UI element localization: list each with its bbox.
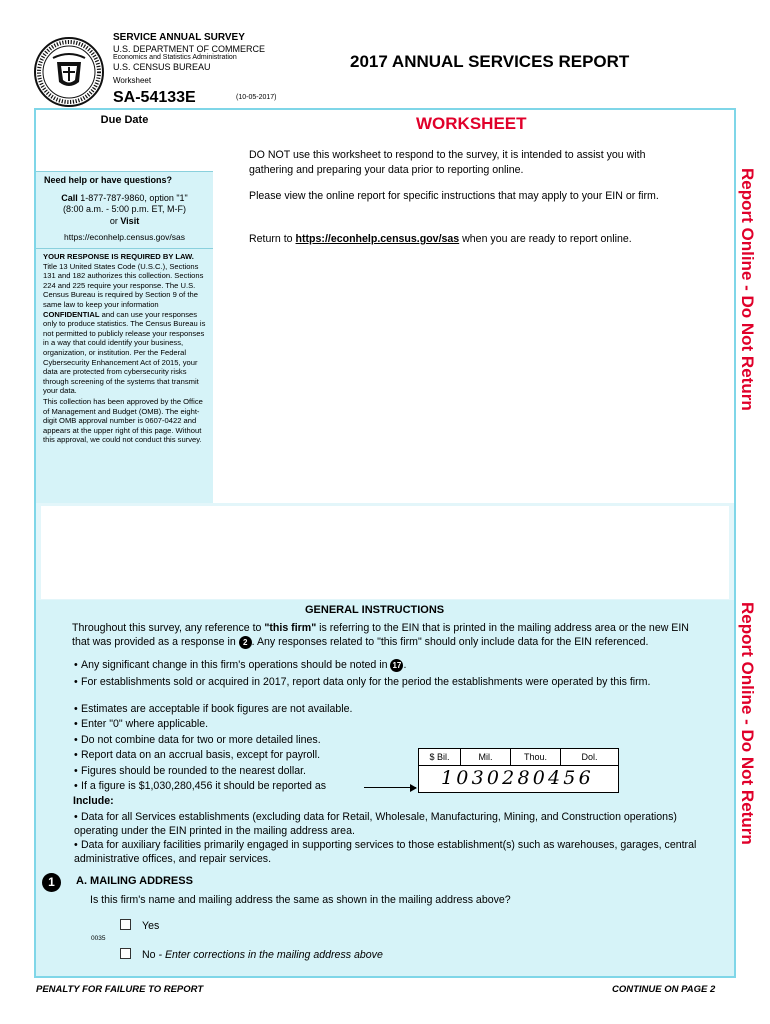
department-name: U.S. DEPARTMENT OF COMMERCE <box>113 44 266 54</box>
instruction-bullet: • Enter "0" where applicable. <box>74 718 209 730</box>
bullet-5-text: Do not combine data for two or more detailed lines. <box>81 734 321 746</box>
call-label: Call <box>61 193 78 203</box>
no-label: No <box>142 949 156 961</box>
no-instruction: - Enter corrections in the mailing address above <box>158 949 383 961</box>
law-heading: YOUR RESPONSE IS REQUIRED BY LAW. <box>43 252 194 261</box>
worksheet-instructions: Please view the online report for specific instructions that may apply to your EIN or firm. <box>249 190 659 202</box>
penalty-footer: PENALTY FOR FAILURE TO REPORT <box>36 984 204 995</box>
bullet-6-text: Report data on an accrual basis, except for payroll. <box>81 749 321 761</box>
bullet-7-text: Figures should be rounded to the nearest dollar. <box>81 765 306 777</box>
or-label: or <box>109 216 118 226</box>
call-detail: 1-877-787-9860, option "1" <box>80 193 188 203</box>
side-banner-bottom: Report Online - Do Not Return <box>738 602 757 845</box>
instruction-bullet: • Estimates are acceptable if book figures are not available. <box>74 703 353 715</box>
worksheet-notice: DO NOT use this worksheet to respond to the survey, it is intended to assist you with gathering and preparing your data prior to reporting online. <box>249 149 646 176</box>
worksheet-title: WORKSHEET <box>416 114 527 133</box>
no-checkbox[interactable] <box>120 948 131 959</box>
instruction-bullet: • Figures should be rounded to the nearest dollar. <box>74 765 306 777</box>
help-box <box>36 172 213 249</box>
intro-c: . Any responses related to "this firm" should only include data for the EIN referenced. <box>251 636 649 648</box>
visit-label: Visit <box>120 216 140 226</box>
general-instructions-title: GENERAL INSTRUCTIONS <box>305 604 445 616</box>
continue-footer: CONTINUE ON PAGE 2 <box>612 984 716 995</box>
bureau-name: U.S. CENSUS BUREAU <box>113 62 211 72</box>
administration-name: Economics and Statistics Administration <box>113 54 237 61</box>
return-prefix: Return to <box>249 233 293 245</box>
section-number-badge: 1 <box>42 873 61 892</box>
col-dollars: Dol. <box>561 749 618 766</box>
instruction-bullet: • Report data on an accrual basis, except for payroll. <box>74 749 321 761</box>
col-thousands: Thou. <box>511 749 561 766</box>
report-title: 2017 ANNUAL SERVICES REPORT <box>350 52 630 71</box>
general-intro <box>72 621 692 649</box>
intro-this-firm: "this firm" <box>264 622 317 634</box>
bullet-2-text: For establishments sold or acquired in 2017, report data only for the period the establishments were operated by this firm. <box>81 676 651 688</box>
arrow-right-icon <box>410 784 417 792</box>
law-confidential: CONFIDENTIAL <box>43 309 100 319</box>
bullet-3-text: Estimates are acceptable if book figures are not available. <box>81 703 353 715</box>
document-type: Worksheet <box>113 76 152 85</box>
example-arrow <box>364 787 416 788</box>
item-2-ref-icon: 2 <box>239 636 252 649</box>
include-1-text: Data for all Services establishments (excluding data for Retail, Wholesale, Manufacturing, Mining, and Construction operations) operating under the EIN printed in the mailing address area. <box>74 811 677 837</box>
law-text-2: and can use your responses only to produce statistics. The Census Bureau is not permitted to publicly release your responses in a way that could identify your business, organization, or institution. Per the Federal Cybersecurity Enhancement Act of 2015, your data are protected from cybersecurity risks through screening of the systems that transmit your data. <box>43 309 206 396</box>
bullet-1-text: Any significant change in this firm's operations should be noted in <box>81 659 388 671</box>
include-2-text: Data for auxiliary facilities primarily engaged in supporting services to those establishment(s) such as warehouses, garages, central administrative offices, and repair services. <box>74 839 697 865</box>
help-hours: (8:00 a.m. - 5:00 p.m. ET, M-F) <box>62 204 187 214</box>
form-number: SA-54133E <box>113 89 196 106</box>
instruction-bullet: • Any significant change in this firm's operations should be noted in 17 . <box>74 659 407 671</box>
include-label: Include: <box>73 795 114 807</box>
mailing-question: Is this firm's name and mailing address the same as shown in the mailing address above? <box>90 894 511 906</box>
item-17-ref-icon: 17 <box>390 659 403 672</box>
legal-notice <box>36 249 213 503</box>
yes-checkbox[interactable] <box>120 919 131 930</box>
item-code: 0035 <box>91 935 106 942</box>
section-title: A. MAILING ADDRESS <box>76 875 193 887</box>
instruction-bullet: • For establishments sold or acquired in 2017, report data only for the period the establishments were operated by this firm. <box>74 676 651 688</box>
form-date: (10-05-2017) <box>236 94 277 101</box>
report-online-link[interactable]: https://econhelp.census.gov/sas <box>295 233 460 245</box>
intro-a: Throughout this survey, any reference to <box>72 622 262 634</box>
due-date-box <box>36 110 213 172</box>
intro-b: is referring to the EIN that is printed in the mailing address area or the new EIN that was provided as a response in <box>72 622 689 648</box>
money-example-box <box>418 748 619 793</box>
col-billions: $ Bil. <box>419 749 461 766</box>
no-option <box>142 949 383 961</box>
include-bullet: • Data for auxiliary facilities primarily engaged in supporting services to those establishment(s) such as warehouses, garages, central administrative offices, and repair services. <box>74 839 697 865</box>
yes-label: Yes <box>142 920 160 932</box>
survey-name: SERVICE ANNUAL SURVEY <box>113 32 245 43</box>
mailing-address-area <box>36 503 734 600</box>
help-visit <box>36 216 213 226</box>
law-text-1: Title 13 United States Code (U.S.C.), Sections 131 and 182 authorizes this collection. Sections 224 and 225 require your response. The U.S. Census Bureau is required by Section 9 of the same law to keep your information <box>43 261 204 309</box>
omb-text: This collection has been approved by the Office of Management and Budget (OMB). The eight-digit OMB approval number is 0607-0422 and appears at the upper right of this page. Without this approval, we could not conduct this survey. <box>43 396 203 445</box>
department-of-commerce-seal-icon <box>33 36 105 108</box>
mailing-address-blank <box>41 506 729 599</box>
bullet-4-text: Enter "0" where applicable. <box>81 718 209 730</box>
side-banner-top: Report Online - Do Not Return <box>738 168 757 411</box>
help-question: Need help or have questions? <box>44 175 173 185</box>
return-suffix: when you are ready to report online. <box>462 233 632 245</box>
instruction-bullet: • If a figure is $1,030,280,456 it should be reported as <box>74 780 327 792</box>
include-bullet: • Data for all Services establishments (excluding data for Retail, Wholesale, Manufacturing, Mining, and Construction operations) operating under the EIN printed in the mailing address area. <box>74 811 677 837</box>
help-phone <box>36 193 213 203</box>
example-digits: 1030280456 <box>441 767 594 789</box>
help-url-link[interactable]: https://econhelp.census.gov/sas <box>64 232 185 242</box>
bullet-8-text: If a figure is $1,030,280,456 it should be reported as <box>81 780 327 792</box>
col-millions: Mil. <box>461 749 511 766</box>
due-date-label: Due Date <box>100 114 149 126</box>
worksheet-return <box>249 232 719 247</box>
instruction-bullet: • Do not combine data for two or more detailed lines. <box>74 734 321 746</box>
